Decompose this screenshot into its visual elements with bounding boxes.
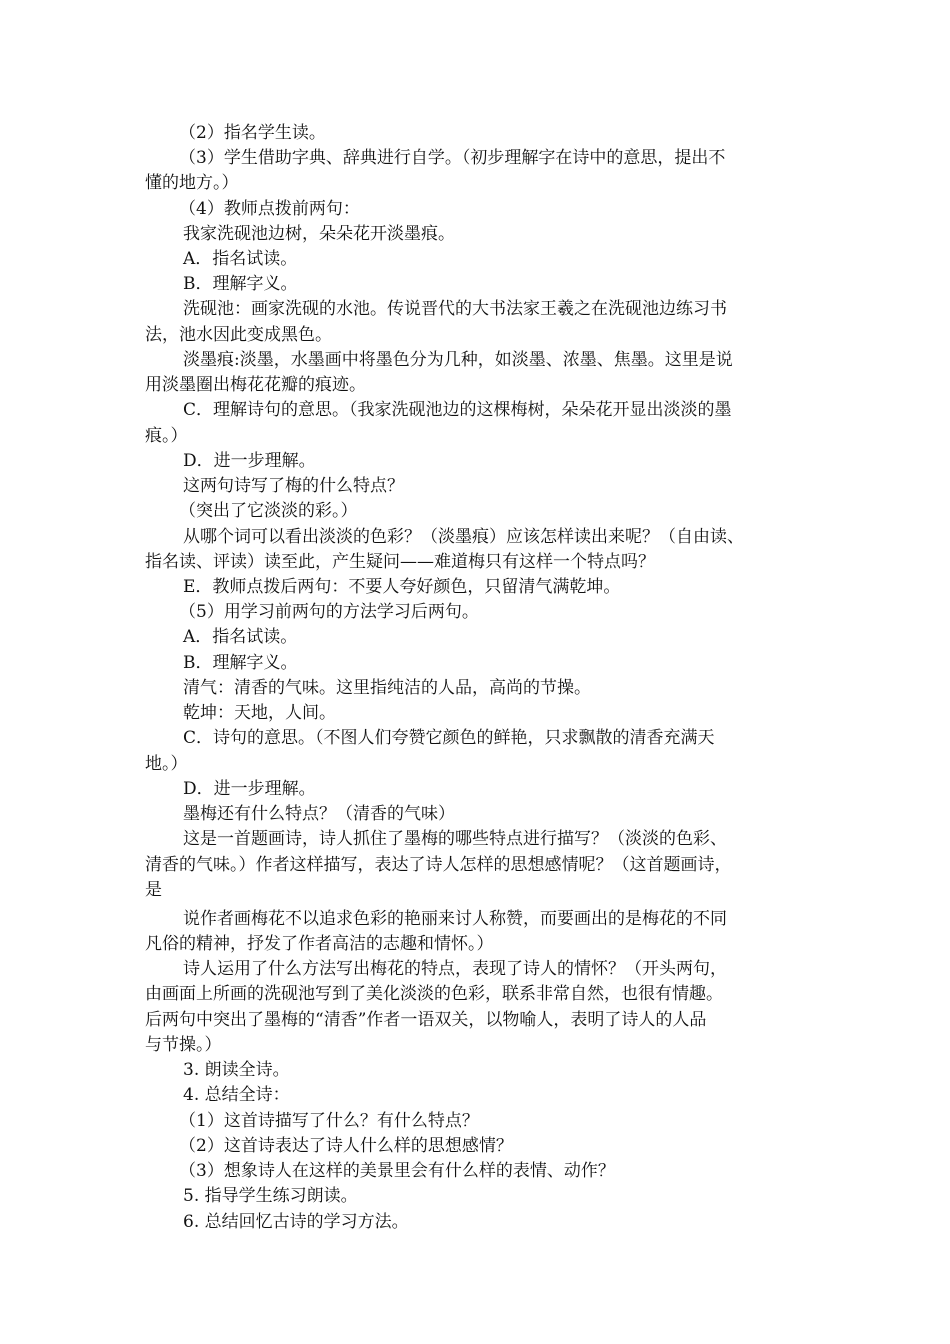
text-line: 用淡墨圈出梅花花瓣的痕迹。 <box>145 375 366 395</box>
text-line: 清香的气味。）作者这样描写，表达了诗人怎样的思想感情呢？（这首题画诗， <box>145 855 732 875</box>
text-line: D．进一步理解。 <box>183 451 316 471</box>
text-line: 乾坤：天地，人间。 <box>183 703 336 723</box>
text-line: 6. 总结回忆古诗的学习方法。 <box>183 1212 409 1232</box>
text-line: A．指名试读。 <box>183 627 298 647</box>
text-line: （3）学生借助字典、辞典进行自学。（初步理解字在诗中的意思，提出不 <box>179 148 726 168</box>
text-line: 我家洗砚池边树，朵朵花开淡墨痕。 <box>183 224 455 244</box>
text-line: A．指名试读。 <box>183 249 298 269</box>
text-line: 懂的地方。） <box>145 173 239 193</box>
text-line: 后两句中突出了墨梅的“清香”作者一语双关，以物喻人，表明了诗人的人品 <box>145 1010 707 1030</box>
text-line: D．进一步理解。 <box>183 779 316 799</box>
text-line: 这两句诗写了梅的什么特点？ <box>183 476 404 496</box>
text-line: （2）这首诗表达了诗人什么样的思想感情？ <box>179 1136 513 1156</box>
text-line: 这是一首题画诗，诗人抓住了墨梅的哪些特点进行描写？（淡淡的色彩、 <box>183 829 727 849</box>
text-line: B．理解字义。 <box>183 274 298 294</box>
text-line: （5）用学习前两句的方法学习后两句。 <box>179 602 479 622</box>
text-line: 由画面上所画的洗砚池写到了美化淡淡的色彩，联系非常自然，也很有情趣。 <box>145 984 723 1004</box>
text-line: 凡俗的精神，抒发了作者高洁的志趣和情怀。） <box>145 934 494 954</box>
text-line: 与节操。） <box>145 1035 222 1055</box>
text-line: （2）指名学生读。 <box>179 123 326 143</box>
text-line: 5. 指导学生练习朗读。 <box>183 1186 358 1206</box>
text-line: 墨梅还有什么特点？（清香的气味） <box>183 804 455 824</box>
text-line: 说作者画梅花不以追求色彩的艳丽来讨人称赞，而要画出的是梅花的不同 <box>183 909 727 929</box>
text-line: 痕。） <box>145 426 188 446</box>
text-line: C．诗句的意思。（不图人们夸赞它颜色的鲜艳，只求飘散的清香充满天 <box>183 728 715 748</box>
text-line: 洗砚池：画家洗砚的水池。传说晋代的大书法家王羲之在洗砚池边练习书 <box>183 299 727 319</box>
text-line: B．理解字义。 <box>183 653 298 673</box>
text-line: 3. 朗读全诗。 <box>183 1060 290 1080</box>
text-line: 地。） <box>145 754 188 774</box>
text-line: C．理解诗句的意思。（我家洗砚池边的这棵梅树，朵朵花开显出淡淡的墨 <box>183 400 732 420</box>
text-line: （突出了它淡淡的彩。） <box>179 501 358 521</box>
text-line: 法，池水因此变成黑色。 <box>145 325 332 345</box>
text-line: （4）教师点拨前两句： <box>179 199 360 219</box>
text-line: 淡墨痕:淡墨，水墨画中将墨色分为几种，如淡墨、浓墨、焦墨。这里是说 <box>183 350 733 370</box>
text-line: 指名读、评读）读至此，产生疑问——难道梅只有这样一个特点吗？ <box>145 552 655 572</box>
text-line: （3）想象诗人在这样的美景里会有什么样的表情、动作？ <box>179 1161 615 1181</box>
text-line: 诗人运用了什么方法写出梅花的特点，表现了诗人的情怀？（开头两句， <box>183 959 727 979</box>
text-line: 从哪个词可以看出淡淡的色彩？（淡墨痕）应该怎样读出来呢？（自由读、 <box>183 527 744 547</box>
text-line: 是 <box>145 880 162 900</box>
text-line: E．教师点拨后两句：不要人夸好颜色，只留清气满乾坤。 <box>183 577 621 597</box>
text-line: 清气：清香的气味。这里指纯洁的人品，高尚的节操。 <box>183 678 591 698</box>
text-line: （1）这首诗描写了什么？有什么特点？ <box>179 1111 479 1131</box>
text-line: 4. 总结全诗： <box>183 1085 290 1105</box>
